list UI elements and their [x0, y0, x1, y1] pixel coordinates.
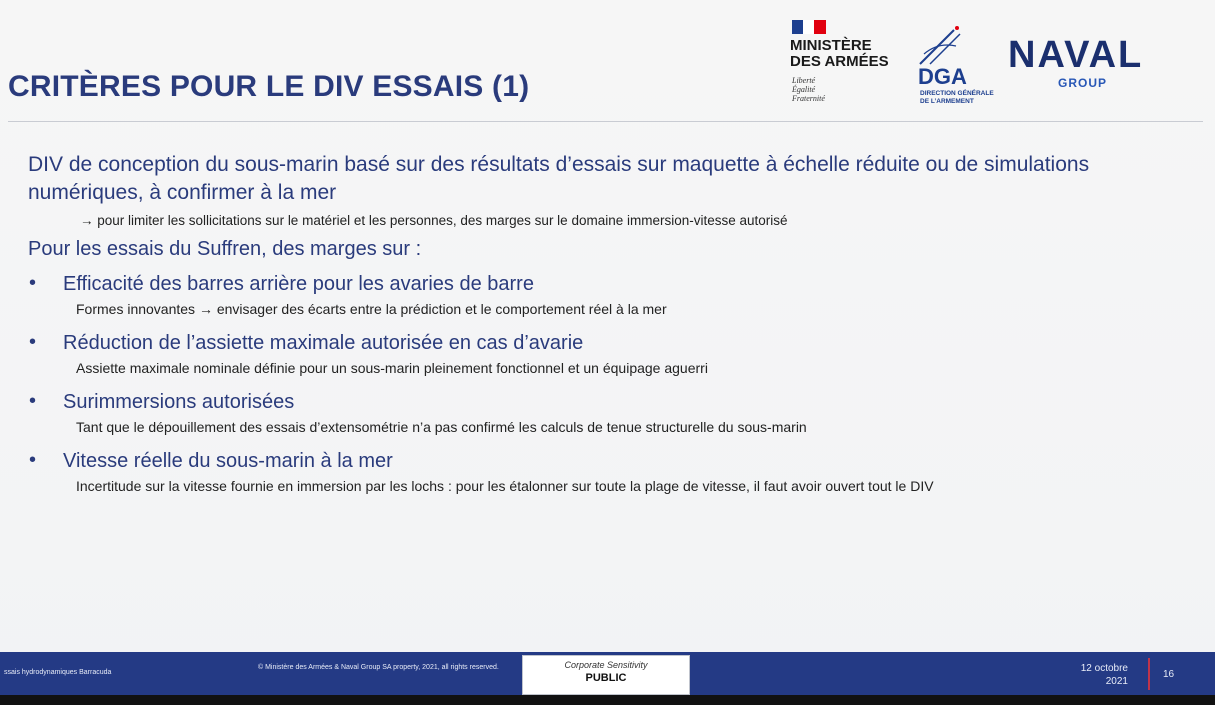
logo-block: [788, 18, 1208, 113]
footer-separator: [1148, 658, 1150, 690]
footer-presentation-name: ssais hydrodynamiques Barracuda: [4, 669, 112, 676]
footer-copyright: © Ministère des Armées & Naval Group SA property, 2021, all rights reserved.: [258, 664, 499, 671]
title-divider: [8, 121, 1203, 122]
bullet-detail: Assiette maximale nominale définie pour un sous-marin pleinement fonctionnel et un équipage aguerri: [76, 360, 708, 376]
bullet-item: [28, 331, 1188, 379]
bullet-heading: Réduction de l’assiette maximale autorisée en cas d’avarie: [63, 332, 584, 354]
bullet-marker: •: [29, 272, 37, 294]
dga-subtitle: DIRECTION GÉNÉRALE DE L’ARMEMENT: [920, 90, 994, 105]
bullet-marker: •: [29, 331, 37, 353]
ministry-motto: Liberté Égalité Fraternité: [792, 76, 825, 103]
intro-paragraph: DIV de conception du sous-marin basé sur des résultats d’essais sur maquette à échelle réduite ou de simulations numériques, à confirmer à la mer: [28, 153, 1090, 204]
naval-group-subtext: GROUP: [1058, 76, 1108, 90]
page-number: 16: [1163, 669, 1175, 680]
bullet-item: [28, 272, 1188, 320]
ministry-logo-text: MINISTÈRE DES ARMÉES: [790, 37, 889, 70]
sensitivity-badge: [522, 655, 690, 695]
bullet-item: [28, 449, 1188, 497]
bullet-detail: Formes innovantes → envisager des écarts entre la prédiction et le comportement réel à la mer: [76, 301, 667, 317]
slide-title: CRITÈRES POUR LE DIV ESSAIS (1): [8, 70, 530, 103]
french-flag-icon: [792, 20, 826, 34]
slide-body: [28, 151, 1188, 497]
bullet-item: [28, 390, 1188, 438]
sensitivity-value: PUBLIC: [585, 672, 627, 684]
bullet-marker: •: [29, 449, 37, 471]
bullet-detail: Tant que le dépouillement des essais d’extensométrie n’a pas confirmé les calculs de tenue structurelle du sous-marin: [76, 419, 807, 435]
bullet-heading: Surimmersions autorisées: [63, 391, 295, 413]
naval-group-logo-text: NAVAL: [1008, 34, 1144, 76]
sub-heading: Pour les essais du Suffren, des marges sur :: [28, 238, 422, 260]
bullet-heading: Efficacité des barres arrière pour les avaries de barre: [63, 273, 534, 295]
arrow-note: → pour limiter les sollicitations sur le matériel et les personnes, des marges sur le domaine immersion-vitesse autorisé: [80, 213, 788, 228]
footer-date: 12 octobre 2021: [1080, 663, 1128, 687]
sensitivity-label: Corporate Sensitivity: [564, 660, 648, 670]
dga-logo-text: DGA: [918, 64, 967, 89]
bullet-heading: Vitesse réelle du sous-marin à la mer: [63, 450, 393, 472]
bullet-marker: •: [29, 390, 37, 412]
bottom-strip: [0, 695, 1215, 705]
bullet-detail: Incertitude sur la vitesse fournie en immersion par les lochs : pour les étalonner sur toute la plage de vitesse, il faut avoir ouvert tout le DIV: [76, 478, 934, 494]
